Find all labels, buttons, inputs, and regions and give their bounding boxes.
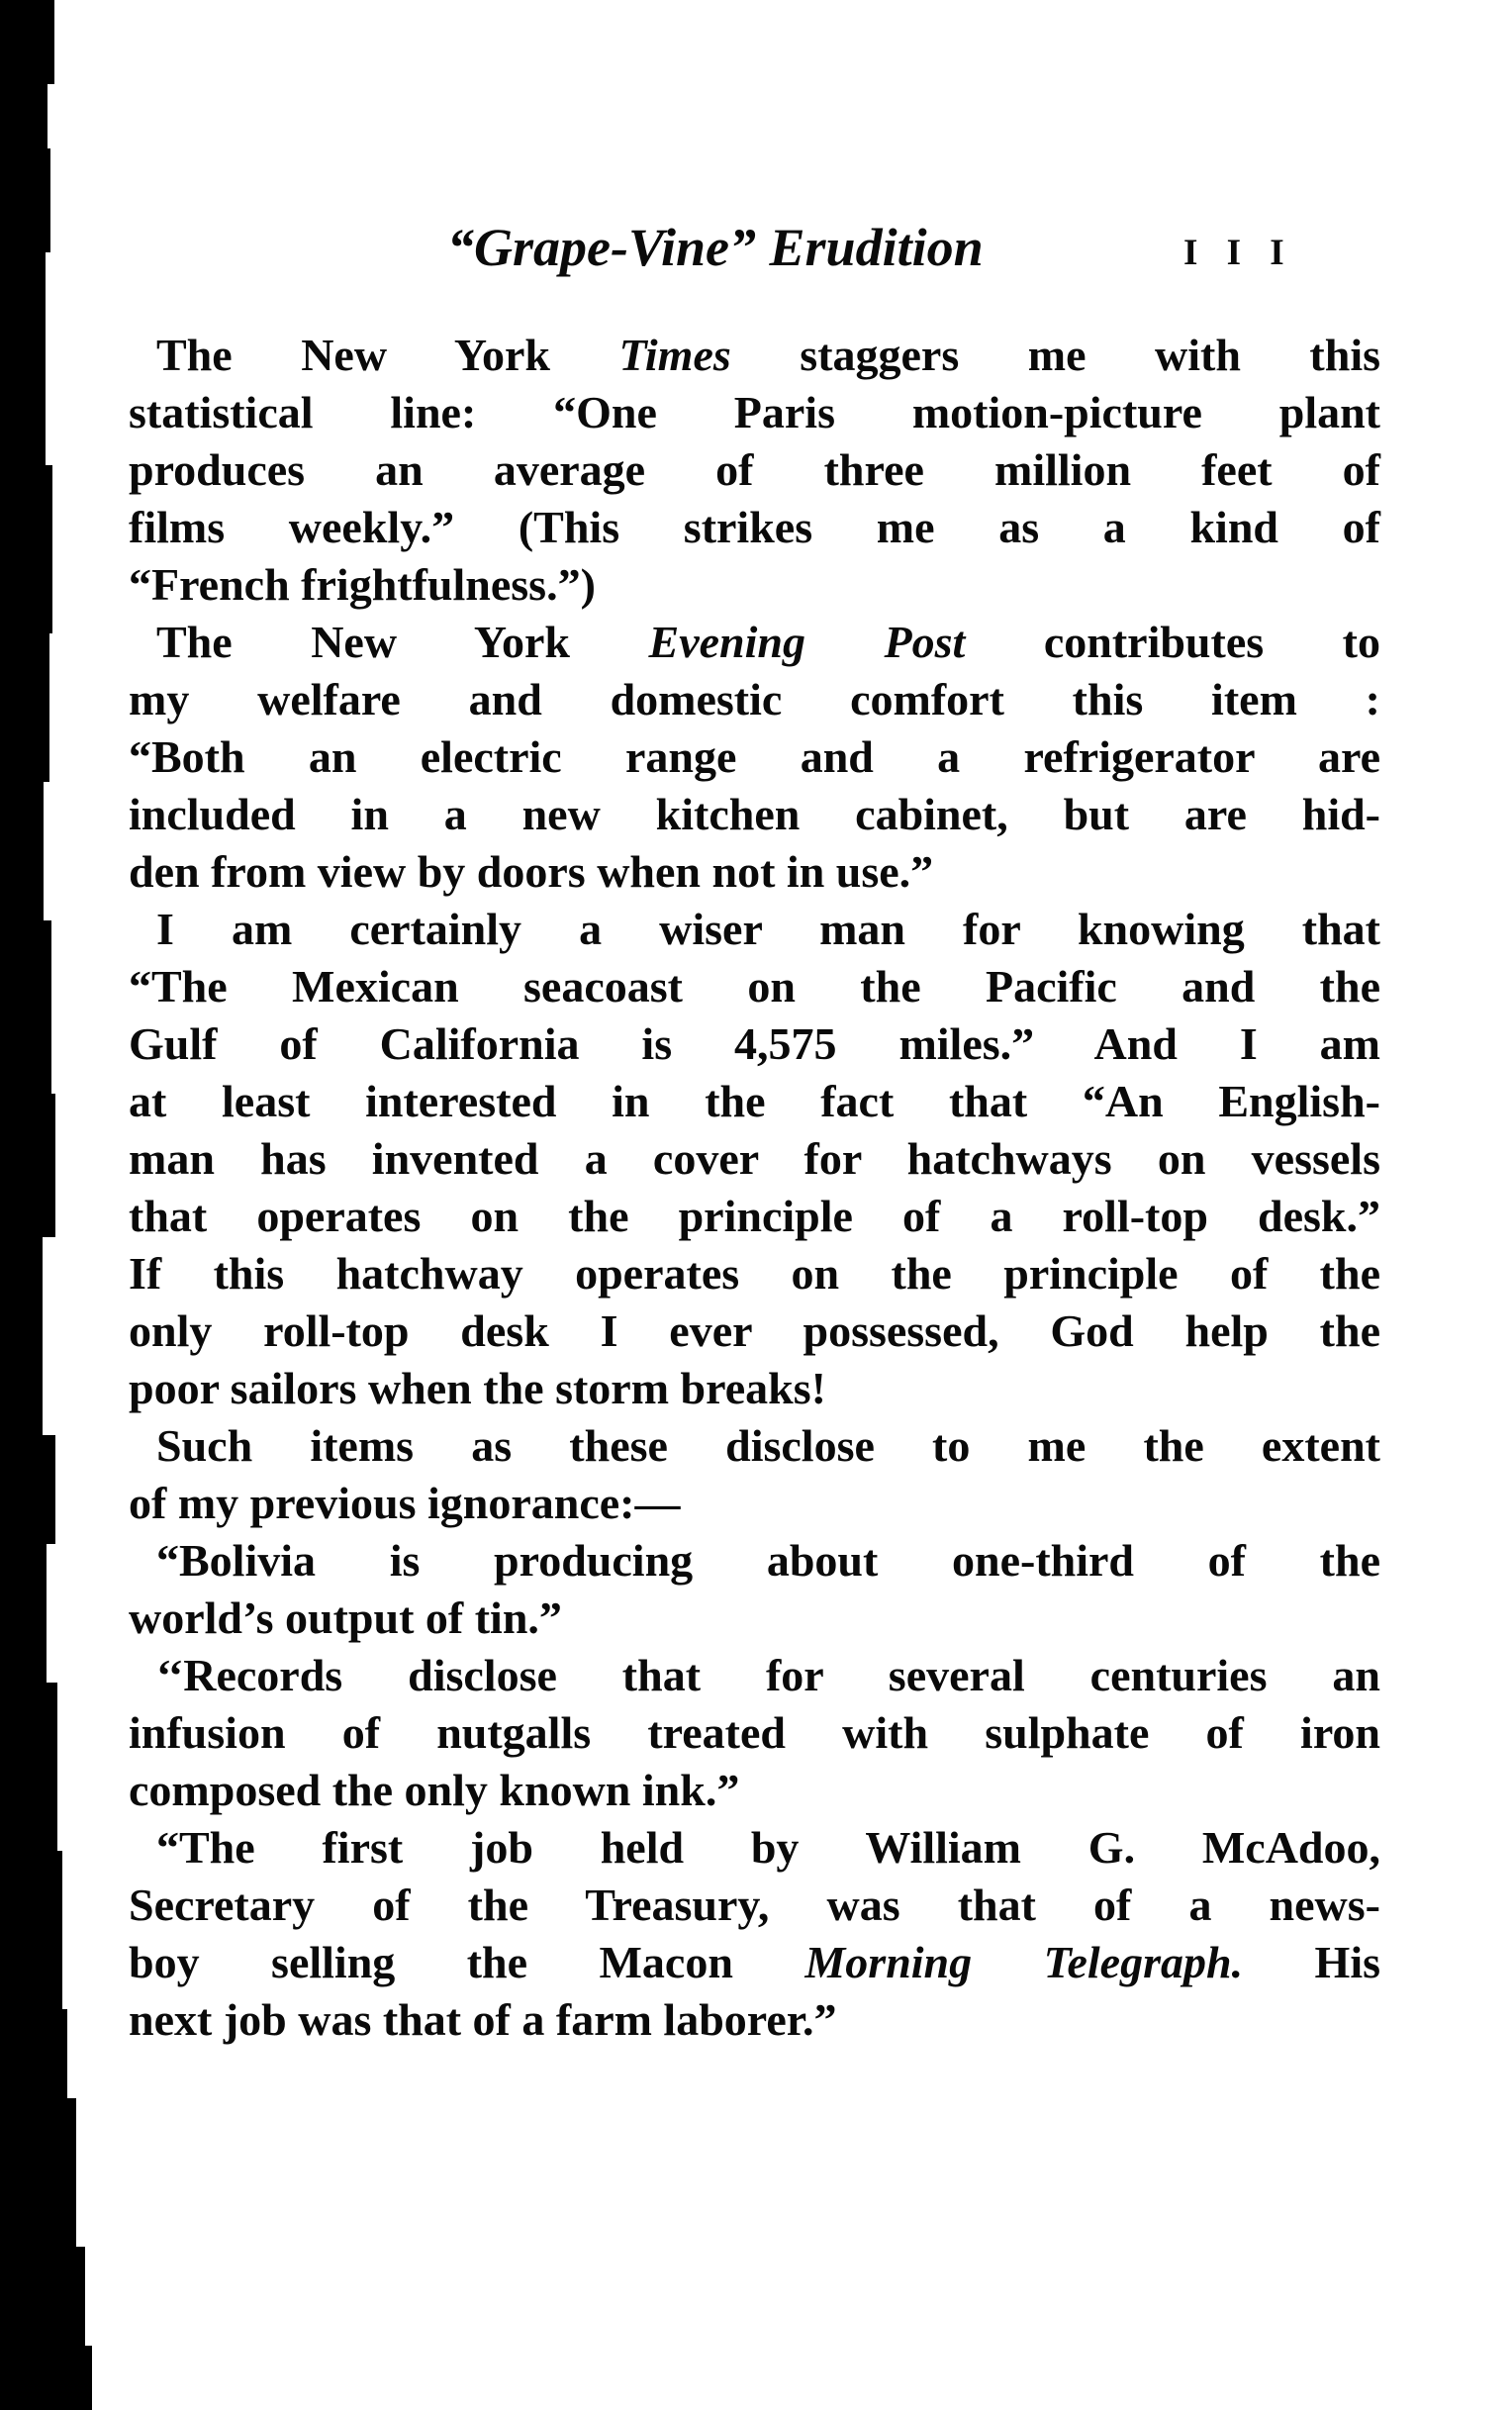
text: Secretary of the Treasury, was that of a news- (129, 1880, 1380, 1930)
text-line (129, 901, 1380, 958)
text: of my previous ignorance:— (129, 1478, 681, 1528)
text: statistical line: “One Paris motion-picture plant (129, 387, 1380, 437)
text-line (129, 1302, 1380, 1360)
text-line (129, 1991, 1380, 2049)
body-text (129, 327, 1380, 2049)
text: “French frightfulness.”) (129, 559, 596, 610)
text-line (129, 614, 1380, 671)
text-line (129, 958, 1380, 1015)
text: “Bolivia is producing about one-third of the (156, 1535, 1380, 1586)
text-line (129, 728, 1380, 786)
text: contributes to (965, 617, 1381, 667)
text: Gulf of California is 4,575 miles.” And I am (129, 1018, 1380, 1069)
running-header (129, 216, 1380, 285)
text-line (129, 1704, 1380, 1762)
text: included in a new kitchen cabinet, but are hid- (129, 789, 1380, 839)
text: “Both an electric range and a refrigerator are (129, 731, 1380, 782)
text-line (129, 1762, 1380, 1819)
text-line (129, 499, 1380, 556)
text: “The Mexican seacoast on the Pacific and the (129, 961, 1380, 1012)
text: infusion of nutgalls treated with sulphate of iron (129, 1707, 1380, 1758)
text: poor sailors when the storm breaks! (129, 1363, 826, 1413)
text: I am certainly a wiser man for knowing that (156, 904, 1380, 954)
text: den from view by doors when not in use.” (129, 846, 934, 897)
italic-text: Evening Post (648, 617, 966, 667)
italic-text: Times (618, 330, 731, 380)
text: produces an average of three million feet of (129, 444, 1380, 495)
text-line (129, 1417, 1380, 1475)
text: staggers me with this (730, 330, 1381, 380)
text: my welfare and domestic comfort this item : (129, 674, 1380, 724)
italic-text: Morning Telegraph. (804, 1937, 1244, 1987)
text-line (129, 1475, 1380, 1532)
text-line (129, 1647, 1380, 1704)
text: The New York (156, 330, 619, 380)
text-line (129, 384, 1380, 441)
text-line (129, 671, 1380, 728)
text: The New York (156, 617, 649, 667)
text: ‘‘Records disclose that for several centuries an (156, 1650, 1380, 1700)
text: only roll-top desk I ever possessed, God help the (129, 1305, 1380, 1356)
text-line (129, 327, 1380, 384)
scan-gutter-artifact (0, 0, 99, 2410)
text: that operates on the principle of a roll-top desk.” (129, 1191, 1380, 1241)
text: films weekly.” (This strikes me as a kind of (129, 502, 1380, 552)
text-line (129, 1934, 1380, 1991)
text-line (129, 1073, 1380, 1130)
text: If this hatchway operates on the principle of the (129, 1248, 1380, 1299)
text-line (129, 1819, 1380, 1877)
text-line (129, 1360, 1380, 1417)
text: His (1243, 1937, 1380, 1987)
text-line (129, 1015, 1380, 1073)
text-line (129, 556, 1380, 614)
text-line (129, 843, 1380, 901)
text-line (129, 786, 1380, 843)
text-line (129, 1188, 1380, 1245)
text-line (129, 1532, 1380, 1590)
page-number: I I I (1183, 233, 1294, 273)
text-line (129, 441, 1380, 499)
text: composed the only known ink.” (129, 1765, 740, 1815)
running-header-title: “Grape-Vine” Erudition (447, 218, 984, 277)
text: boy selling the Macon (129, 1937, 805, 1987)
text: “The first job held by William G. McAdoo, (156, 1822, 1380, 1873)
text-line (129, 1590, 1380, 1647)
text: at least interested in the fact that “An English- (129, 1076, 1380, 1126)
text: Such items as these disclose to me the extent (156, 1420, 1380, 1471)
text: man has invented a cover for hatchways on vessels (129, 1133, 1380, 1184)
text-line (129, 1130, 1380, 1188)
text-line (129, 1877, 1380, 1934)
text: world’s output of tin.” (129, 1592, 562, 1643)
text: next job was that of a farm laborer.” (129, 1994, 837, 2045)
text-line (129, 1245, 1380, 1302)
